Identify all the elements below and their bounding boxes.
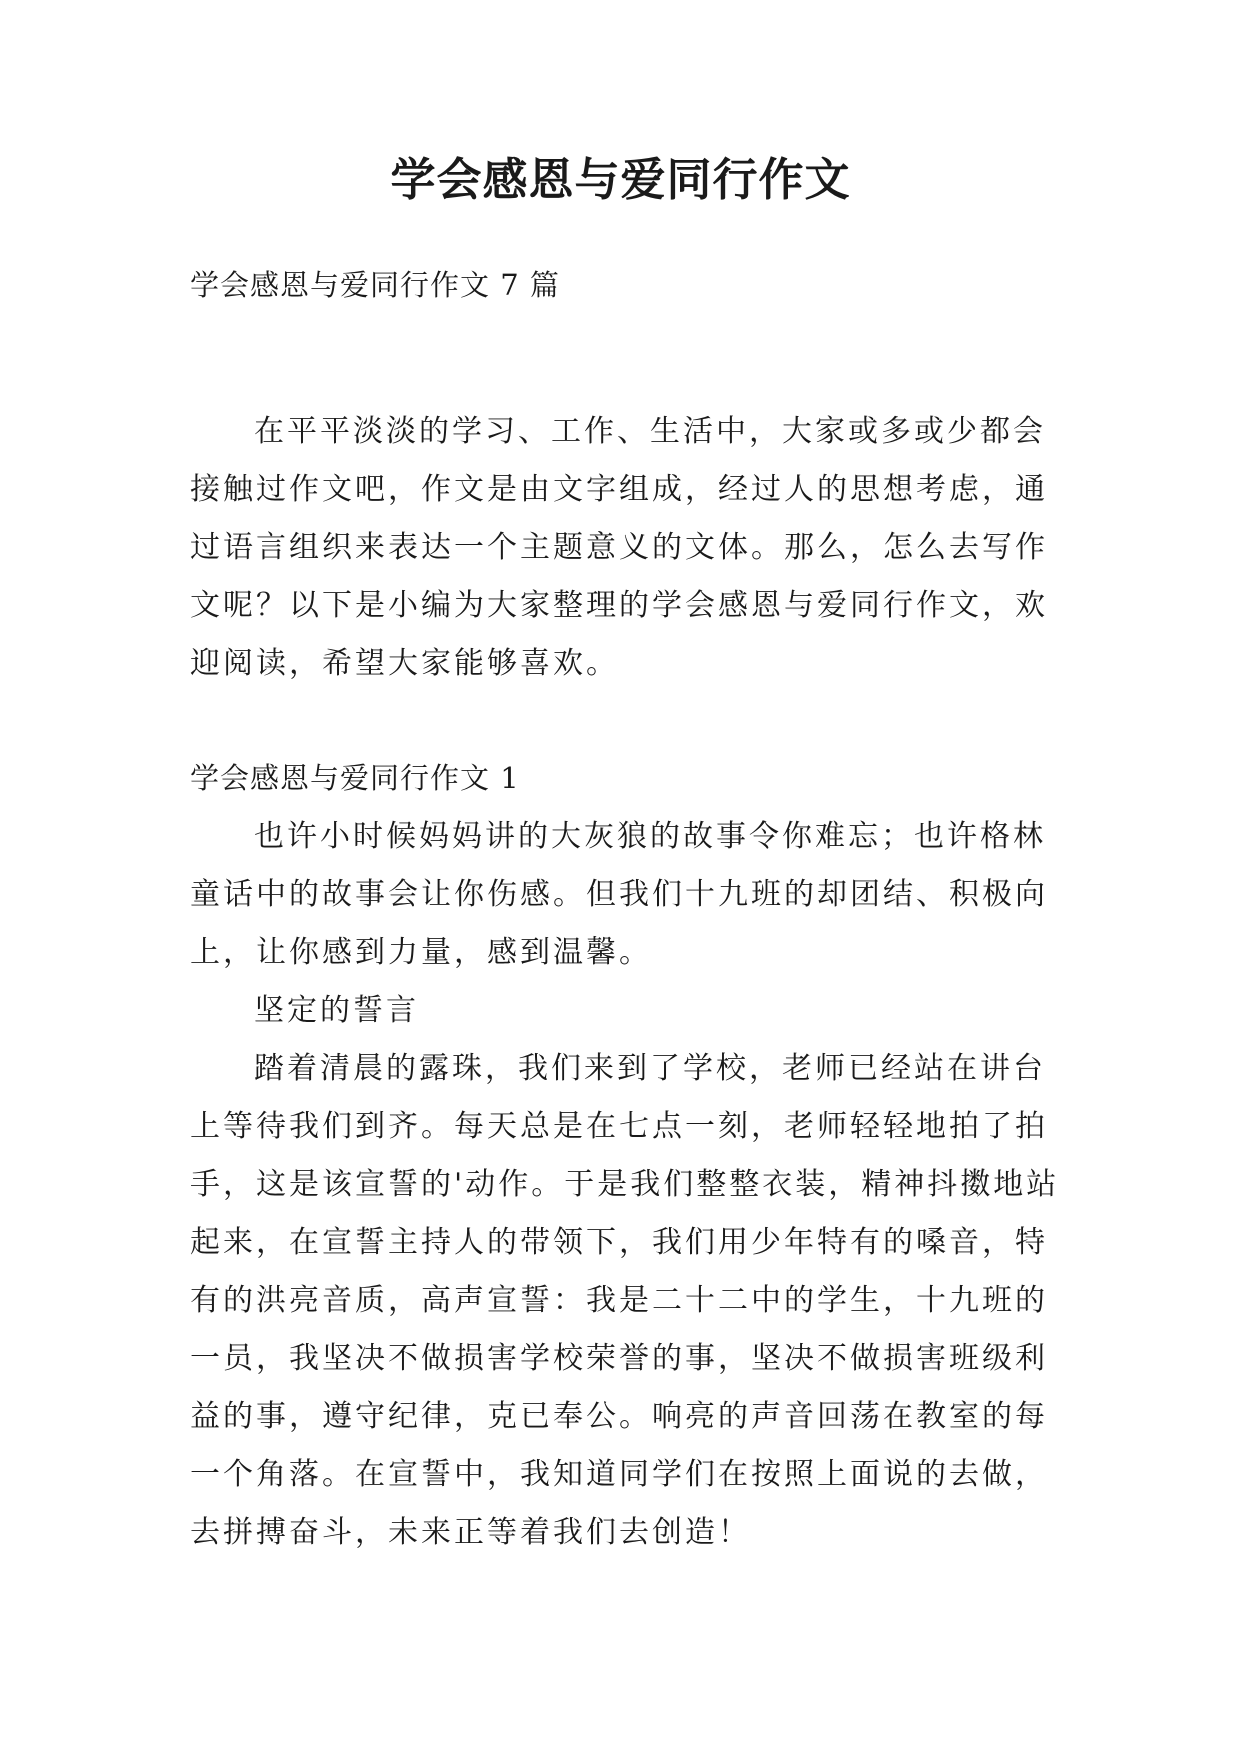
section-heading: 学会感恩与爱同行作文 1 <box>190 761 520 795</box>
intro-paragraph: 在平平淡淡的学习、工作、生活中，大家或多或少都会接触过作文吧，作文是由文字组成，经过人的思想考虑，通过语言组织来表达一个主题意义的文体。那么，怎么去写作文呢？以下是小编为大家整理的学会感恩与爱同行作文，欢迎阅读，希望大家能够喜欢。 <box>190 414 1048 681</box>
document-subtitle: 学会感恩与爱同行作文 7 篇 <box>190 268 560 302</box>
body-paragraph: 也许小时候妈妈讲的大灰狼的故事令你难忘；也许格林童话中的故事会让你伤感。但我们十九班的却团结、积极向上，让你感到力量，感到温馨。 <box>190 819 1048 970</box>
body-subheading: 坚定的誓言 <box>254 993 419 1028</box>
document-title: 学会感恩与爱同行作文 <box>390 153 851 206</box>
body-paragraph: 踏着清晨的露珠，我们来到了学校，老师已经站在讲台上等待我们到齐。每天总是在七点一刻，老师轻轻地拍了拍手，这是该宣誓的'动作。于是我们整整衣装，精神抖擞地站起来，在宣誓主持人的带领下，我们用少年特有的嗓音，特有的洪亮音质，高声宣誓：我是二十二中的学生，十九班的一员，我坚决不做损害学校荣誉的事，坚决不做损害班级利益的事，遵守纪律，克已奉公。响亮的声音回荡在教室的每一个角落。在宣誓中，我知道同学们在按照上面说的去做，去拼搏奋斗，未来正等着我们去创造！ <box>190 1051 1060 1550</box>
